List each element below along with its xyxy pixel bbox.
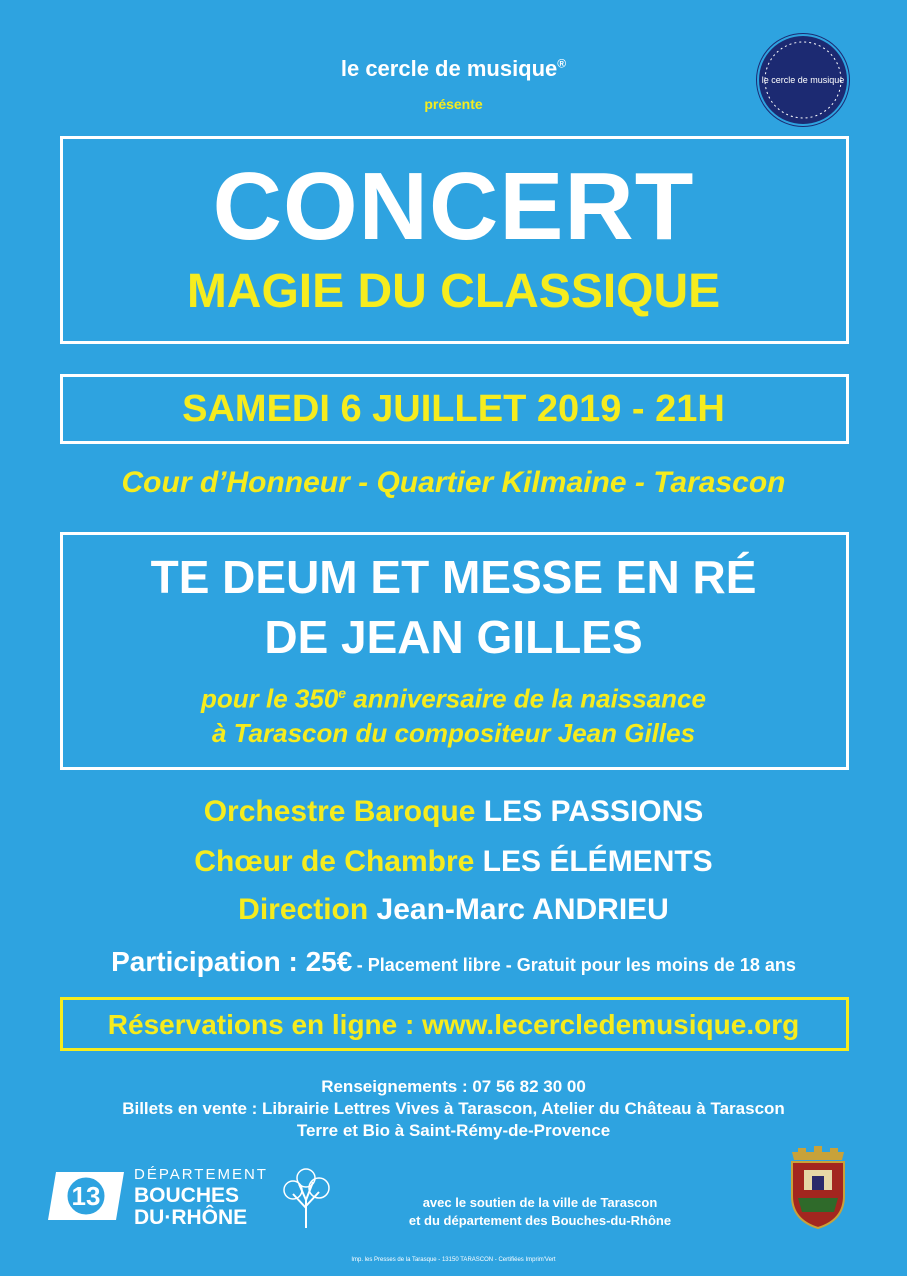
- performer-name: Jean-Marc ANDRIEU: [376, 893, 669, 926]
- olive-tree-icon: [275, 1166, 337, 1230]
- concert-date: SAMEDI 6 JUILLET 2019 - 21H: [182, 388, 725, 430]
- presents-text: présente: [424, 96, 483, 112]
- info-tickets-line2: Terre et Bio à Saint-Rémy-de-Provence: [296, 1121, 611, 1140]
- cercle-de-musique-logo: [759, 36, 847, 124]
- support-line2: et du département des Bouches-du-Rhône: [408, 1213, 672, 1228]
- venue-text: Cour d’Honneur - Quartier Kilmaine - Tarascon: [121, 466, 786, 499]
- performer-role: Direction: [238, 893, 369, 926]
- printer-credit: Imp. les Presses de la Tarasque - 13150 TARASCON - Certifiées Imprim'Vert: [351, 1257, 556, 1263]
- performer-orchestra: [0, 793, 907, 831]
- logo-text: le cercle de musique: [761, 75, 845, 85]
- registered-mark: ®: [557, 56, 567, 71]
- department-logo: [46, 1166, 271, 1230]
- performer-name: LES PASSIONS: [483, 795, 704, 828]
- info-phone: Renseignements : 07 56 82 30 00: [321, 1077, 586, 1096]
- price-line: [0, 944, 907, 985]
- department-number: 13: [71, 1181, 101, 1211]
- concert-title: CONCERT: [212, 153, 695, 260]
- department-name-line1: BOUCHES: [134, 1184, 240, 1207]
- desc-superscript: e: [338, 685, 347, 701]
- performer-role: Orchestre Baroque: [203, 795, 476, 828]
- performer-choir: [0, 843, 907, 881]
- department-name-line2: DU·RHÔNE: [134, 1206, 248, 1229]
- desc-part-a: pour le 350: [201, 683, 339, 714]
- concert-subtitle: MAGIE DU CLASSIQUE: [186, 265, 721, 318]
- program-desc-line2: à Tarascon du compositeur Jean Gilles: [211, 718, 696, 748]
- performer-role: Chœur de Chambre: [194, 845, 475, 878]
- department-label: DÉPARTEMENT: [134, 1166, 268, 1183]
- performer-direction: [0, 891, 907, 929]
- price-label: Participation : 25€: [111, 946, 353, 977]
- desc-part-b: anniversaire de la naissance: [346, 683, 706, 714]
- program-title-line1: TE DEUM ET MESSE EN RÉ: [150, 551, 757, 603]
- logo-ring-icon: [759, 36, 847, 124]
- price-note: - Placement libre - Gratuit pour les moins de 18 ans: [356, 955, 796, 975]
- tarascon-crest-icon: [778, 1146, 858, 1230]
- reservation-link[interactable]: Réservations en ligne : www.lecercledemusique.org: [107, 1009, 800, 1040]
- program-desc-line1: [0, 676, 907, 716]
- info-tickets-line1: Billets en vente : Librairie Lettres Vives à Tarascon, Atelier du Château à Tarascon: [122, 1099, 785, 1118]
- support-line1: avec le soutien de la ville de Tarascon: [422, 1195, 658, 1210]
- performer-name: LES ÉLÉMENTS: [482, 845, 713, 878]
- organizer-text: le cercle de musique: [340, 56, 558, 81]
- program-title-line2: DE JEAN GILLES: [264, 611, 643, 663]
